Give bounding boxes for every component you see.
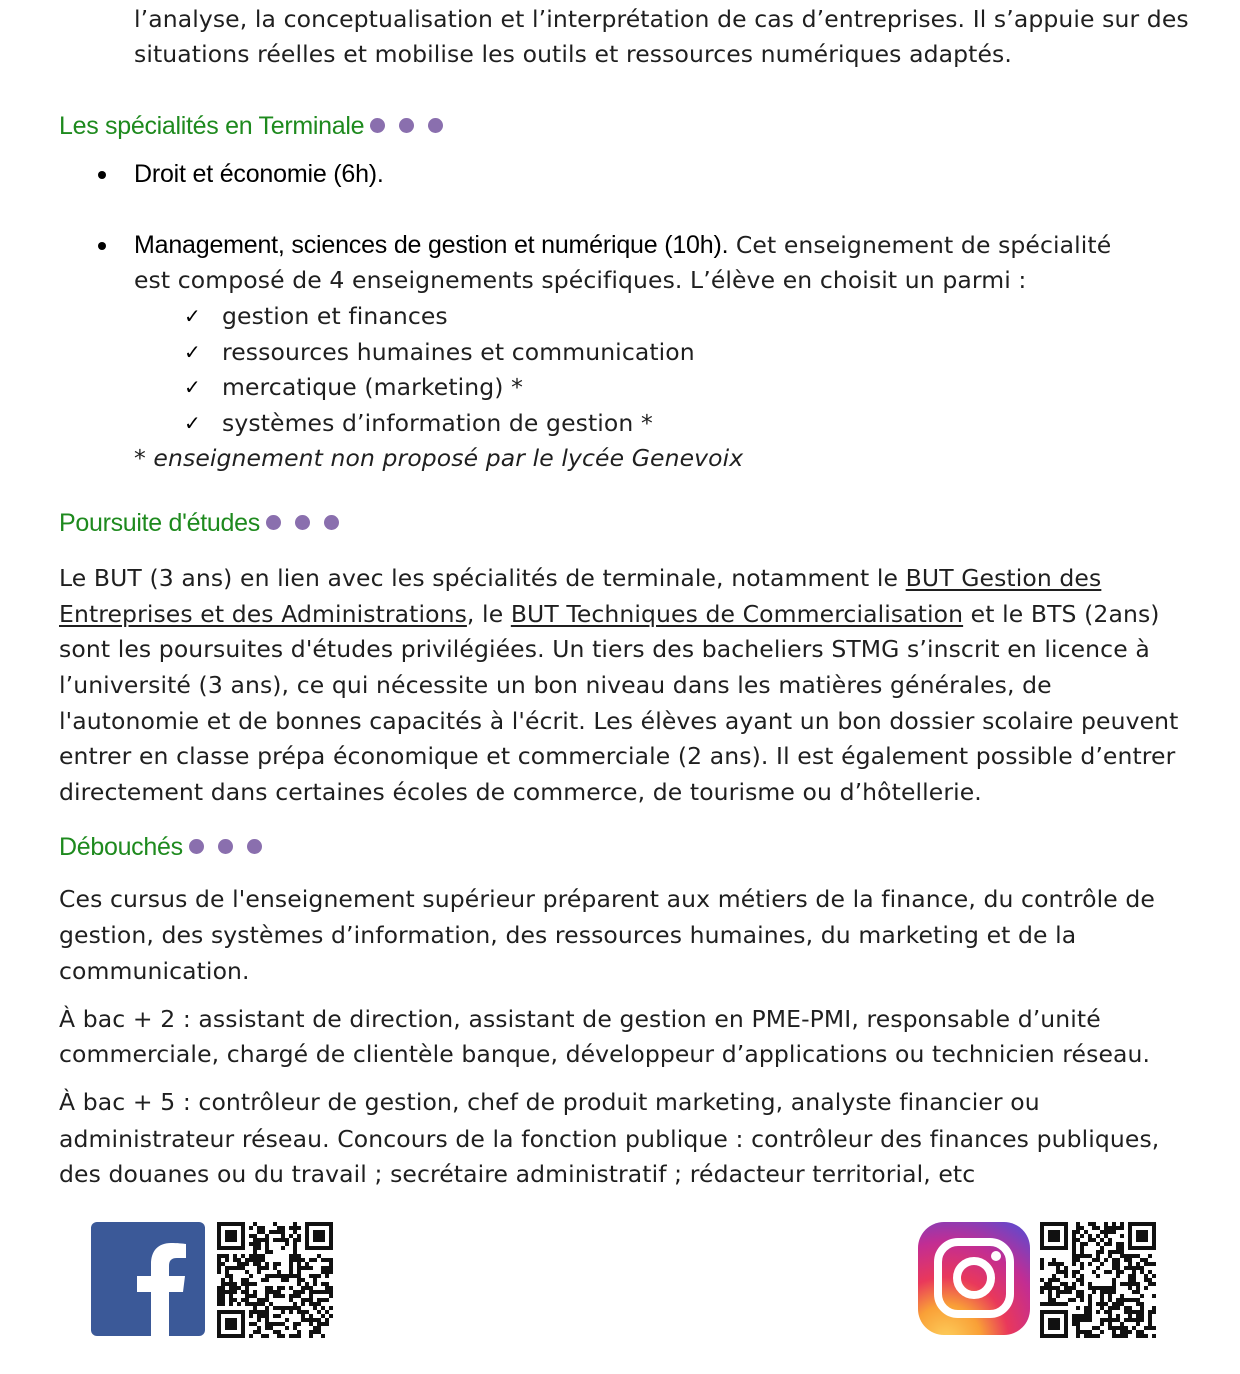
link-but-gea[interactable]: BUT Gestion des — [905, 564, 1102, 592]
terminale-heading-text: Les spécialités en Terminale — [59, 112, 365, 140]
debouches-p3-line2: administrateur réseau. Concours de la fonction publique : contrôleur des finances publiques, — [59, 1125, 1160, 1153]
dots-icon — [189, 831, 276, 863]
check-item: ressources humaines et communication — [222, 338, 695, 366]
poursuite-heading-text: Poursuite d'études — [59, 509, 260, 537]
debouches-heading-text: Débouchés — [59, 833, 183, 861]
instagram-icon[interactable] — [918, 1222, 1030, 1335]
check-icon: ✓ — [184, 411, 201, 435]
facebook-qr-code[interactable] — [217, 1222, 333, 1338]
debouches-p1-line3: communication. — [59, 957, 250, 985]
dots-icon — [370, 110, 457, 142]
check-item: mercatique (marketing) * — [222, 373, 523, 401]
specialite-management-line2: est composé de 4 enseignements spécifiques. L’élève en choisit un parmi : — [134, 266, 1027, 294]
specialite-management — [134, 230, 1111, 260]
bullet-icon — [98, 242, 106, 250]
poursuite-heading — [59, 507, 353, 539]
debouches-p3-line1: À bac + 5 : contrôleur de gestion, chef de produit marketing, analyste financier ou — [59, 1088, 1040, 1116]
debouches-p2-line1: À bac + 2 : assistant de direction, assistant de gestion en PME-PMI, responsable d’unité — [59, 1005, 1101, 1033]
check-item: gestion et finances — [222, 302, 448, 330]
poursuite-line-6: entrer en classe prépa économique et commerciale (2 ans). Il est également possible d’entrer — [59, 742, 1176, 770]
dots-icon — [266, 507, 353, 539]
instagram-qr-code[interactable] — [1040, 1222, 1156, 1338]
poursuite-text: Le BUT (3 ans) en lien avec les spécialités de terminale, notamment le — [59, 564, 906, 592]
specialite-management-desc: Cet enseignement de spécialité — [728, 231, 1112, 259]
intro-line-1: l’analyse, la conceptualisation et l’interprétation de cas d’entreprises. Il s’appuie sur des — [134, 5, 1189, 33]
link-but-tc[interactable]: BUT Techniques de Commercialisation — [510, 600, 964, 628]
specialite-droit: Droit et économie (6h). — [134, 160, 384, 188]
poursuite-line-2 — [59, 599, 1160, 629]
bullet-icon — [98, 171, 106, 179]
debouches-p1-line2: gestion, des systèmes d’information, des ressources humaines, du marketing et de la — [59, 921, 1077, 949]
check-icon: ✓ — [184, 340, 201, 364]
poursuite-line-4: l’université (3 ans), ce qui nécessite un bon niveau dans les matières générales, de — [59, 671, 1052, 699]
debouches-p2-line2: commerciale, chargé de clientèle banque, développeur d’applications ou technicien réseau. — [59, 1040, 1151, 1068]
poursuite-text: , le — [466, 600, 511, 628]
poursuite-text: et le BTS (2ans) — [963, 600, 1160, 628]
check-icon: ✓ — [184, 304, 201, 328]
debouches-p3-line3: des douanes ou du travail ; secrétaire administratif ; rédacteur territorial, etc — [59, 1160, 976, 1188]
poursuite-line-1 — [59, 563, 1101, 593]
intro-line-2: situations réelles et mobilise les outils et ressources numériques adaptés. — [134, 40, 1012, 68]
poursuite-line-3: sont les poursuites d'études privilégiées. Un tiers des bacheliers STMG s’inscrit en licence à — [59, 635, 1150, 663]
specialite-management-title: Management, sciences de gestion et numérique (10h). — [134, 231, 729, 259]
poursuite-line-7: directement dans certaines écoles de commerce, de tourisme ou d’hôtellerie. — [59, 778, 982, 806]
debouches-p1-line1: Ces cursus de l'enseignement supérieur préparent aux métiers de la finance, du contrôle de — [59, 885, 1155, 913]
check-icon: ✓ — [184, 375, 201, 399]
debouches-heading — [59, 831, 276, 863]
facebook-icon[interactable] — [91, 1222, 205, 1336]
check-item: systèmes d’information de gestion * — [222, 409, 653, 437]
terminale-heading — [59, 110, 457, 142]
poursuite-line-5: l'autonomie et de bonnes capacités à l'écrit. Les élèves ayant un bon dossier scolaire peuvent — [59, 707, 1179, 735]
footnote: * enseignement non proposé par le lycée Genevoix — [134, 444, 744, 472]
link-but-gea-cont[interactable]: Entreprises et des Administrations — [59, 600, 467, 628]
